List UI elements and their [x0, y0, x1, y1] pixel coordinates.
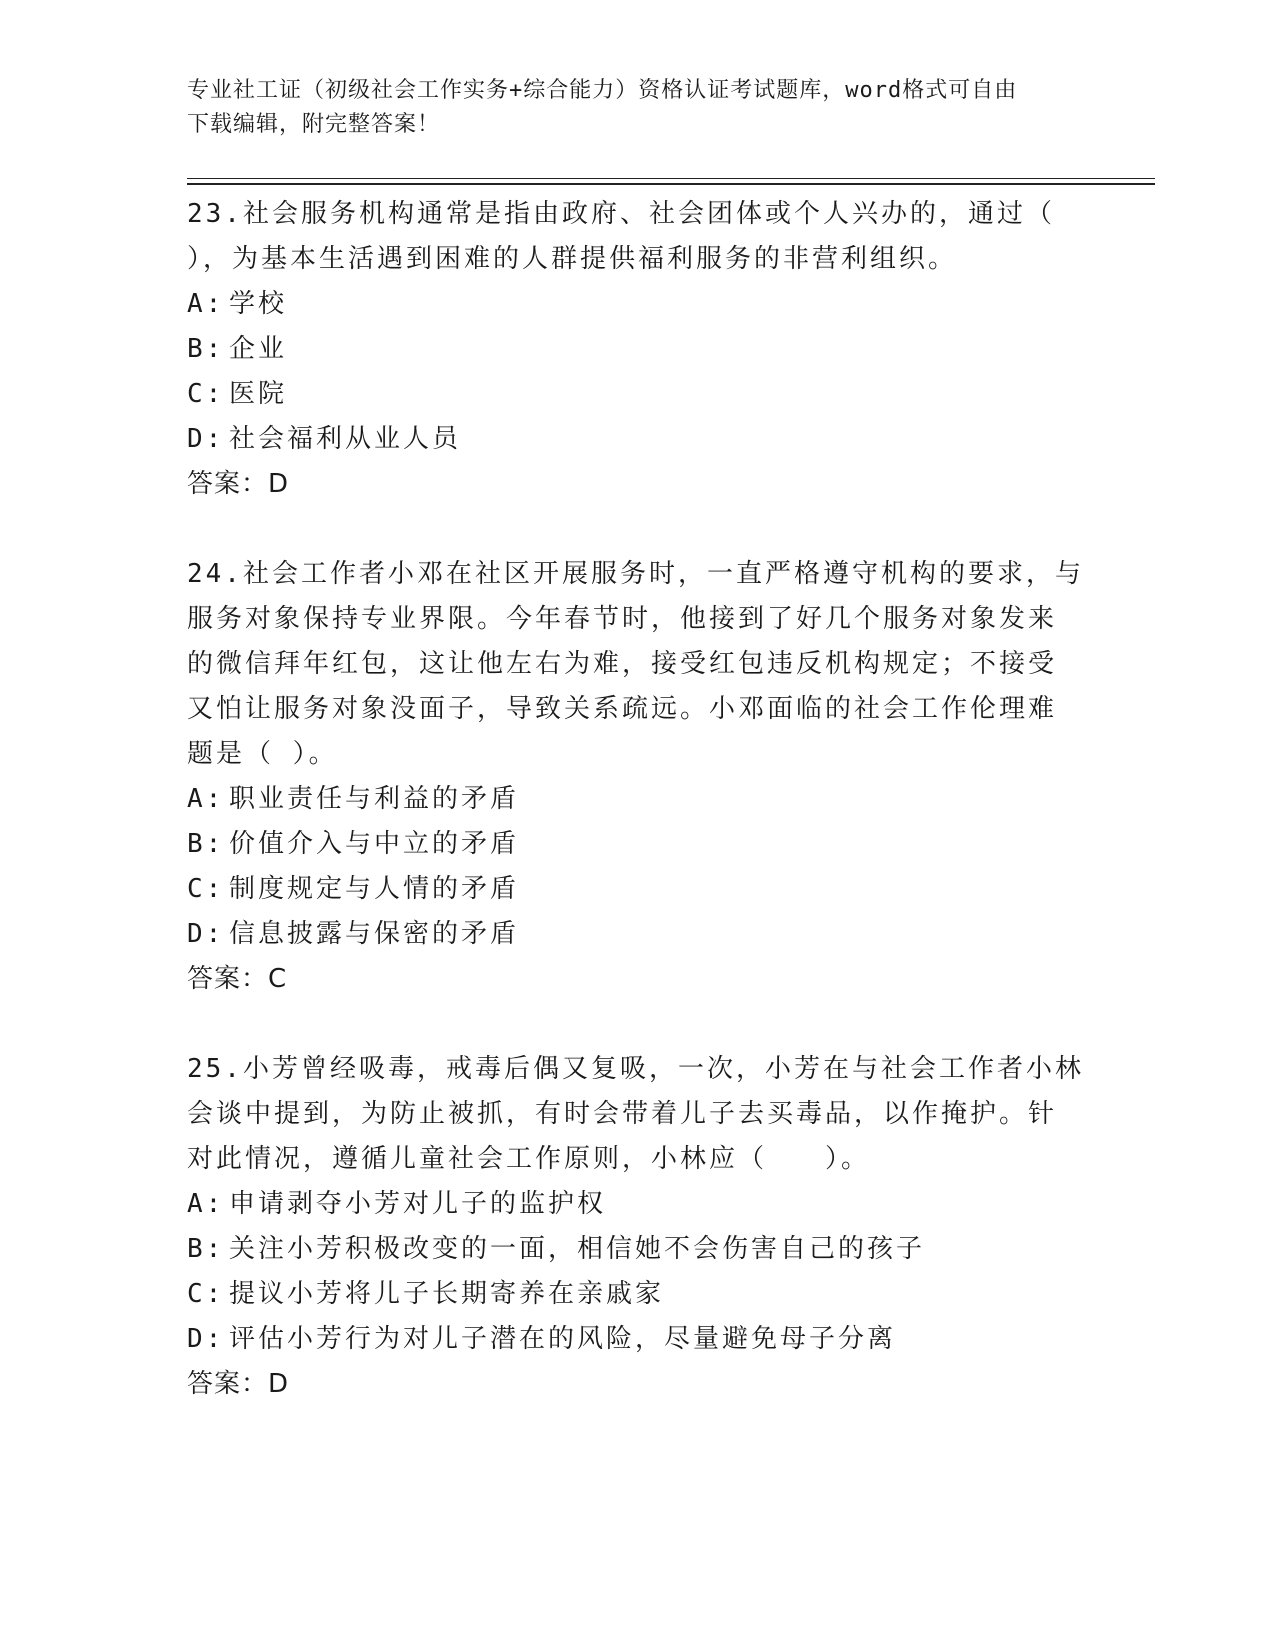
- question-text-line: ），为基本生活遇到困难的人群提供福利服务的非营利组织。: [187, 244, 958, 274]
- option-letter: A:: [187, 1189, 225, 1219]
- question-text-line: 24.社会工作者小邓在社区开展服务时，一直严格遵守机构的要求，与: [187, 559, 1084, 589]
- question-text-line: 会谈中提到，为防止被抓，有时会带着儿子去买毒品，以作掩护。针: [187, 1099, 1058, 1129]
- question-list: [187, 192, 1087, 1407]
- option-letter: C:: [187, 379, 225, 409]
- header-line-2: 下载编辑，附完整答案！: [187, 112, 441, 137]
- option-text: 医院: [229, 379, 288, 409]
- option-text: 社会福利从业人员: [229, 424, 462, 454]
- document-header: [187, 74, 1087, 142]
- option-letter: A:: [187, 289, 225, 319]
- option-c: [187, 372, 1087, 417]
- question-text-line: 又怕让服务对象没面子，导致关系疏远。小邓面临的社会工作伦理难: [187, 694, 1058, 724]
- option-letter: A:: [187, 784, 225, 814]
- answer-line: 答案：C: [187, 964, 288, 994]
- option-text: 制度规定与人情的矛盾: [229, 874, 520, 904]
- question-text-line: 题是（ ）。: [187, 739, 338, 769]
- question-23: [187, 192, 1087, 507]
- option-text: 职业责任与利益的矛盾: [229, 784, 520, 814]
- question-text-line: 服务对象保持专业界限。今年春节时，他接到了好几个服务对象发来: [187, 604, 1058, 634]
- answer-line: 答案：D: [187, 469, 290, 499]
- answer-line: 答案：D: [187, 1369, 290, 1399]
- option-d: [187, 912, 1087, 957]
- option-c: [187, 867, 1087, 912]
- option-letter: D:: [187, 424, 225, 454]
- option-letter: C:: [187, 1279, 225, 1309]
- option-text: 价值介入与中立的矛盾: [229, 829, 520, 859]
- option-c: [187, 1272, 1087, 1317]
- question-text-line: 23.社会服务机构通常是指由政府、社会团体或个人兴办的，通过（: [187, 199, 1055, 229]
- header-line-1: 专业社工证（初级社会工作实务+综合能力）资格认证考试题库，word格式可自由: [187, 78, 1018, 103]
- question-text-line: 25.小芳曾经吸毒，戒毒后偶又复吸，一次，小芳在与社会工作者小林: [187, 1054, 1084, 1084]
- question-spacer: [187, 507, 1087, 552]
- option-letter: D:: [187, 919, 225, 949]
- header-divider-thick: [187, 183, 1155, 185]
- option-letter: B:: [187, 829, 225, 859]
- option-letter: B:: [187, 1234, 225, 1264]
- option-letter: C:: [187, 874, 225, 904]
- option-text: 企业: [229, 334, 288, 364]
- option-text: 申请剥夺小芳对儿子的监护权: [229, 1189, 607, 1219]
- question-25: [187, 1047, 1087, 1407]
- option-letter: D:: [187, 1324, 225, 1354]
- option-b: [187, 1227, 1087, 1272]
- option-text: 评估小芳行为对儿子潜在的风险，尽量避免母子分离: [229, 1324, 897, 1354]
- question-24: [187, 552, 1087, 1002]
- header-divider-thin: [187, 178, 1155, 179]
- question-spacer: [187, 1002, 1087, 1047]
- option-b: [187, 822, 1087, 867]
- option-a: [187, 282, 1087, 327]
- option-d: [187, 1317, 1087, 1362]
- option-text: 关注小芳积极改变的一面，相信她不会伤害自己的孩子: [229, 1234, 926, 1264]
- option-a: [187, 777, 1087, 822]
- option-b: [187, 327, 1087, 372]
- option-a: [187, 1182, 1087, 1227]
- option-letter: B:: [187, 334, 225, 364]
- option-text: 学校: [229, 289, 288, 319]
- option-text: 信息披露与保密的矛盾: [229, 919, 520, 949]
- option-text: 提议小芳将儿子长期寄养在亲戚家: [229, 1279, 665, 1309]
- option-d: [187, 417, 1087, 462]
- question-text-line: 对此情况，遵循儿童社会工作原则，小林应（ ）。: [187, 1144, 871, 1174]
- question-text-line: 的微信拜年红包，这让他左右为难，接受红包违反机构规定；不接受: [187, 649, 1058, 679]
